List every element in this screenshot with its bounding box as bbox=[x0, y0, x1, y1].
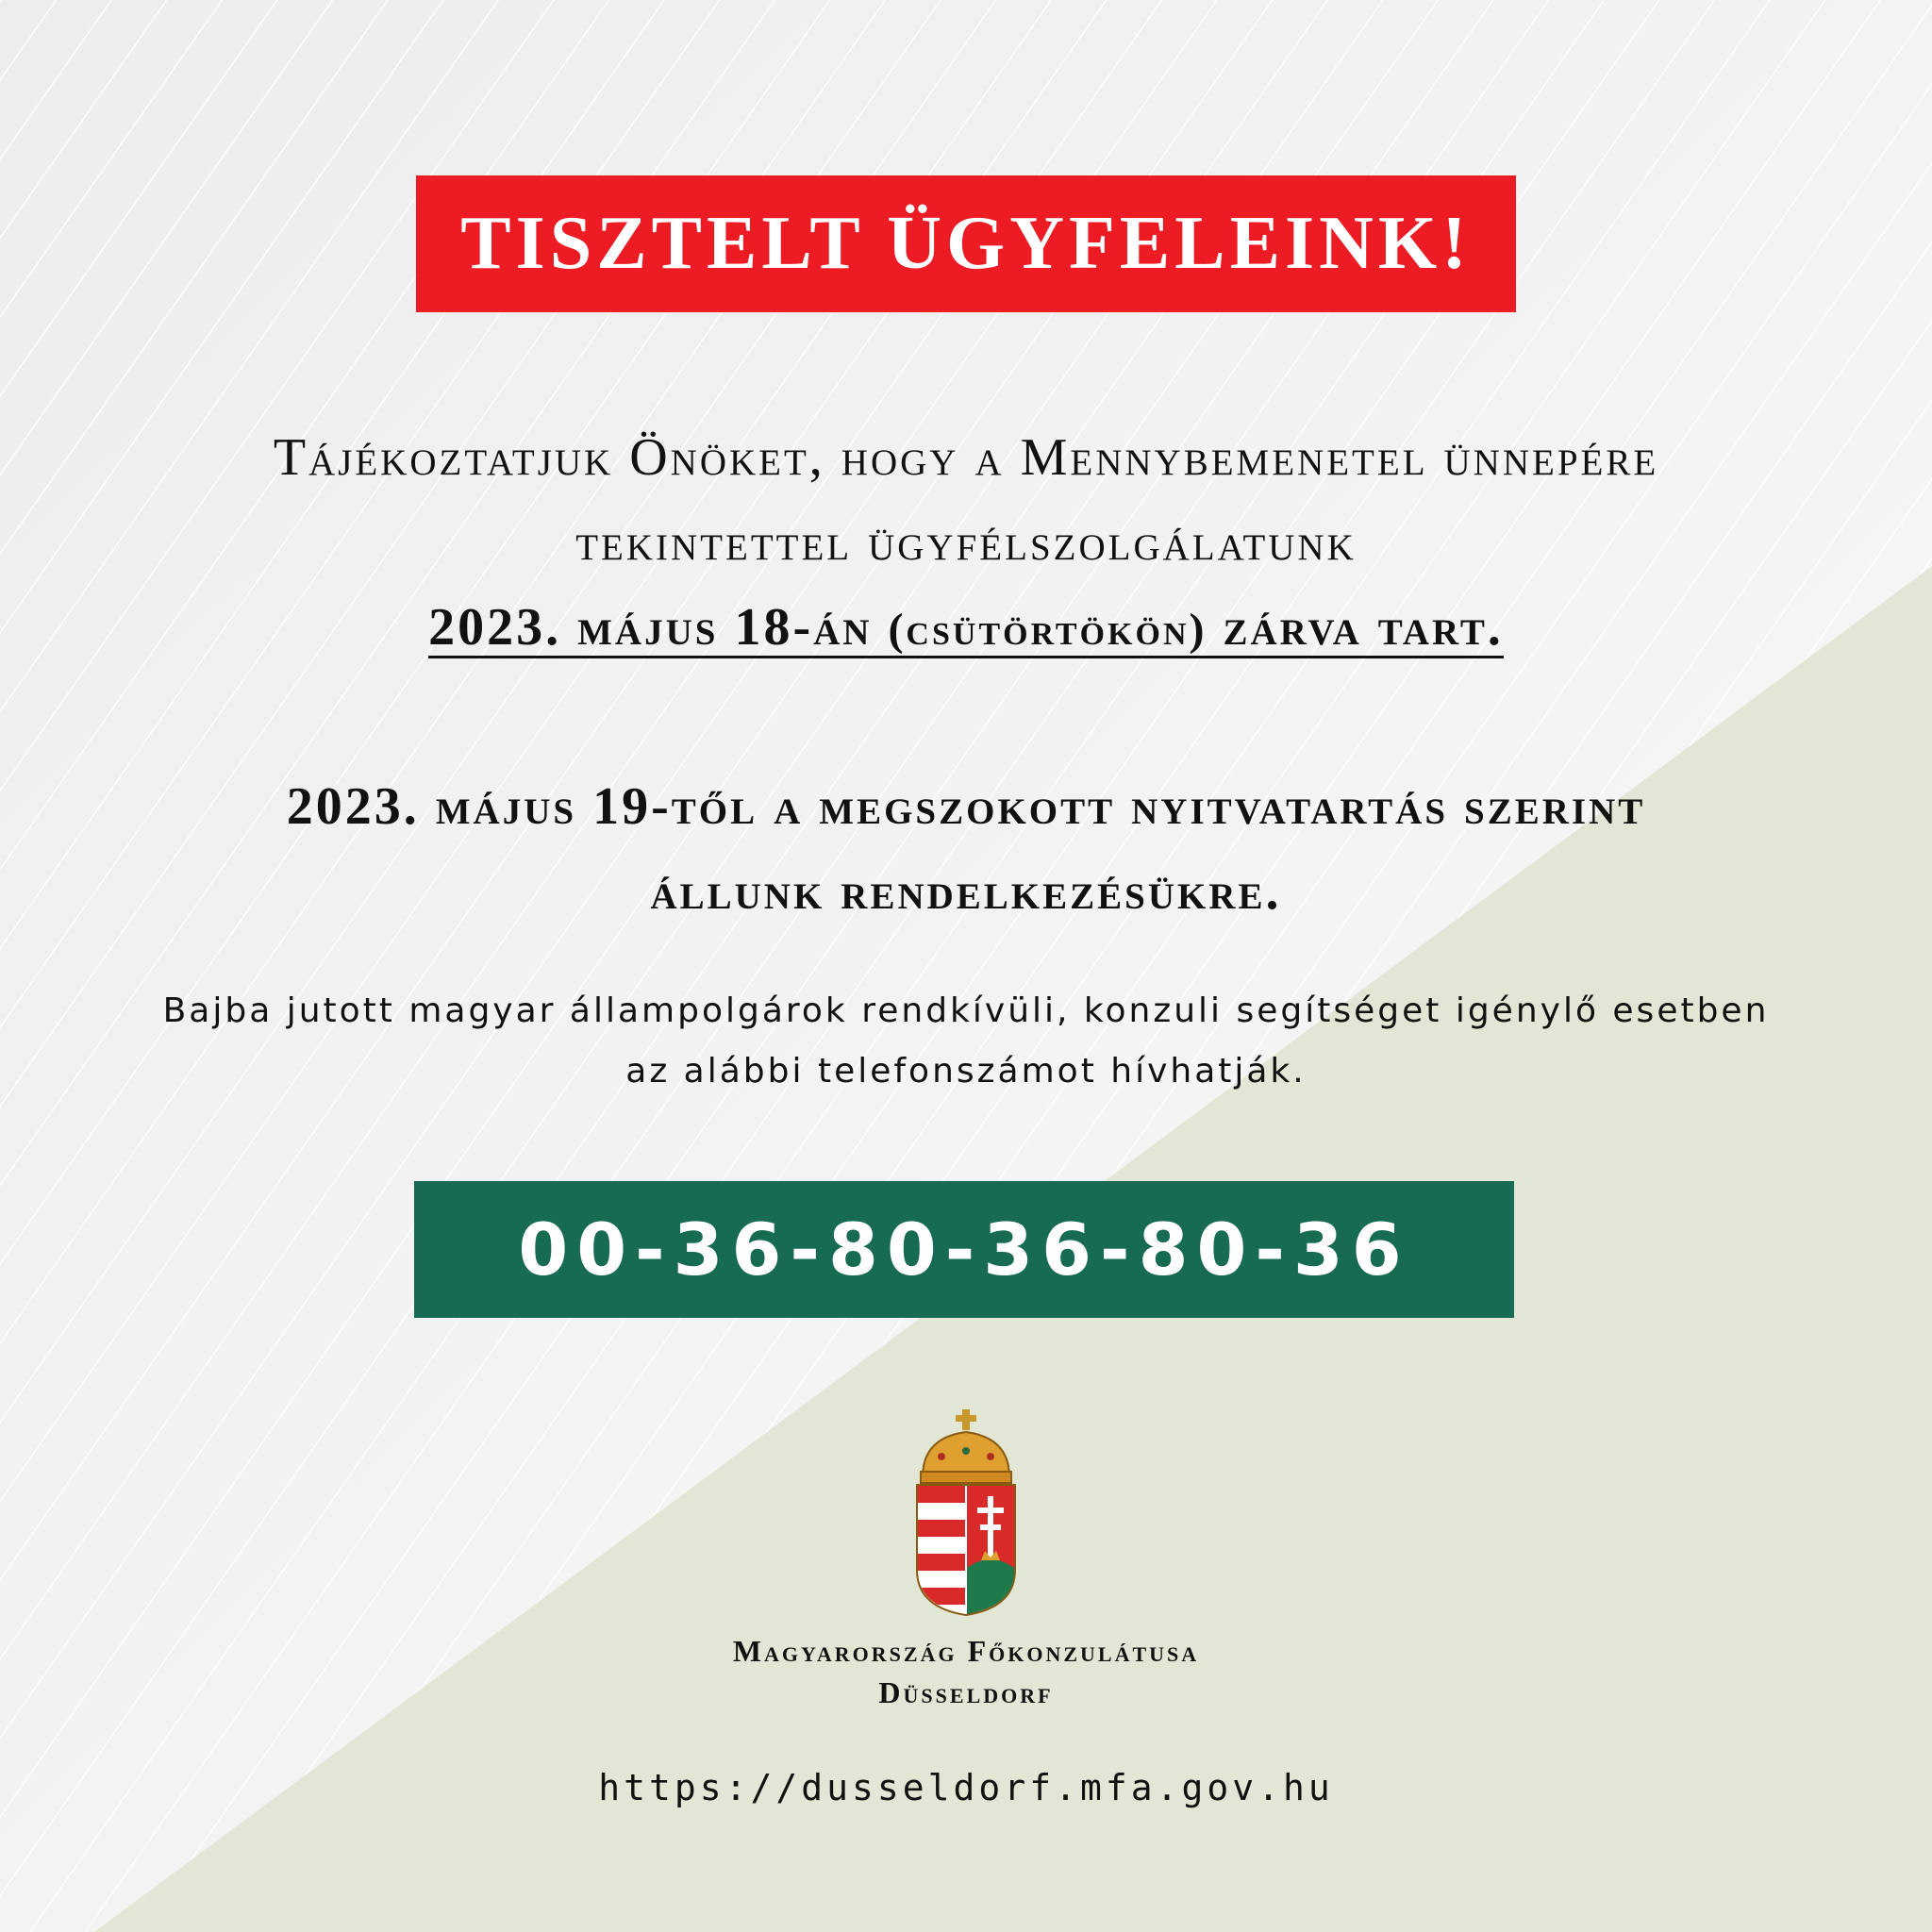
closure-notice bbox=[0, 415, 1932, 673]
phone-number[interactable]: 00-36-80-36-80-36 bbox=[518, 1208, 1410, 1291]
emergency-notice bbox=[0, 981, 1932, 1102]
page-title: TISZTELT ÜGYFELEINK! bbox=[460, 202, 1472, 285]
title-banner bbox=[416, 175, 1516, 312]
reopen-notice-line-2: állunk rendelkezésükre. bbox=[650, 862, 1282, 921]
emergency-notice-line-2: az alábbi telefonszámot hívhatják. bbox=[625, 1052, 1307, 1091]
organization-name bbox=[0, 1630, 1932, 1713]
phone-banner bbox=[414, 1181, 1514, 1318]
closure-notice-line-1: Tájékoztatjuk Önöket, hogy a Mennybemenetel ünnepére bbox=[273, 428, 1659, 487]
organization-name-line-2: Düsseldorf bbox=[878, 1675, 1054, 1709]
closure-weekday: (csütörtökön) bbox=[888, 605, 1208, 655]
reopen-notice bbox=[0, 764, 1932, 934]
website-link[interactable]: https://dusseldorf.mfa.gov.hu bbox=[598, 1767, 1334, 1808]
organization-name-line-1: Magyarország Főkonzulátusa bbox=[732, 1634, 1200, 1668]
hungarian-coat-of-arms-icon bbox=[913, 1409, 1019, 1617]
closure-status: zárva tart. bbox=[1223, 598, 1504, 657]
closure-notice-line-2: tekintettel ügyfélszolgálatunk bbox=[575, 513, 1357, 572]
closure-date: 2023. május 18-án bbox=[428, 598, 873, 657]
reopen-notice-line-1: 2023. május 19-től a megszokott nyitvatartás szerint bbox=[286, 777, 1646, 836]
closure-date-line bbox=[0, 585, 1932, 673]
emergency-notice-line-1: Bajba jutott magyar állampolgárok rendkívüli, konzuli segítséget igénylő esetben bbox=[162, 991, 1770, 1030]
